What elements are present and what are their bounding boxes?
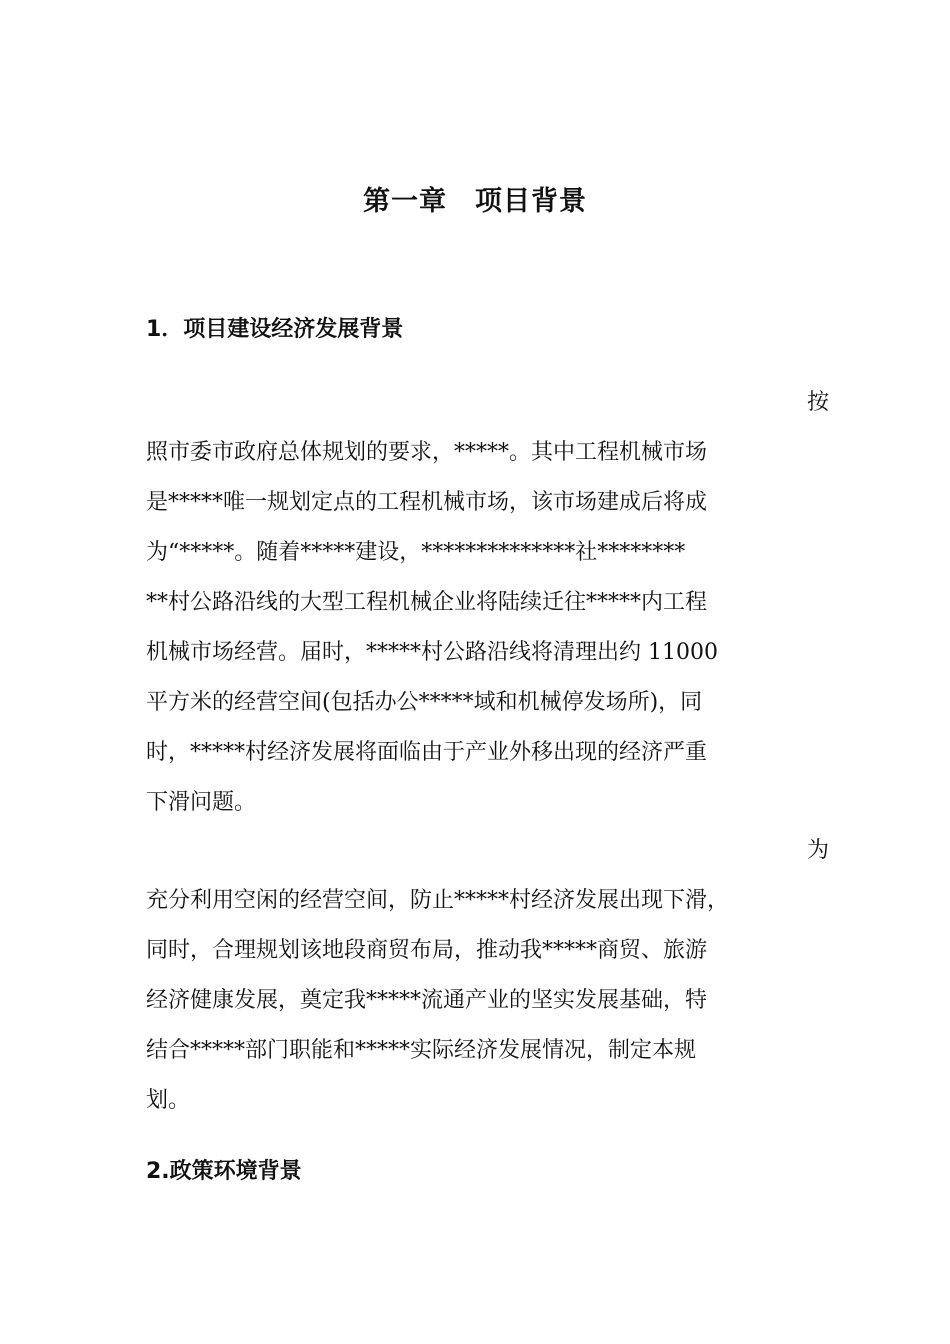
- paragraph-1-line-6: 平方米的经营空间(包括办公*****域和机械停发场所)，同: [146, 690, 703, 715]
- paragraph-1-line-4: **村公路沿线的大型工程机械企业将陆续迁往*****内工程: [146, 590, 708, 615]
- section-heading-2: 2.政策环境背景: [146, 1159, 302, 1184]
- paragraph-2-line-3: 经济健康发展，奠定我*****流通产业的坚实发展基础，特: [146, 988, 708, 1013]
- paragraph-1-line-5: 机械市场经营。届时，*****村公路沿线将清理出约 11000: [146, 640, 718, 665]
- paragraph-1-lead-char: 按: [806, 390, 829, 415]
- section-heading-1: 1．项目建设经济发展背景: [146, 317, 404, 342]
- paragraph-1-line-7: 时，*****村经济发展将面临由于产业外移出现的经济严重: [146, 740, 708, 765]
- paragraph-1-line-8: 下滑问题。: [146, 790, 257, 815]
- paragraph-2-line-5: 划。: [146, 1088, 191, 1113]
- paragraph-1-line-1: 照市委市政府总体规划的要求，*****。其中工程机械市场: [146, 440, 708, 465]
- chapter-title: 第一章 项目背景: [363, 186, 587, 217]
- paragraph-1-line-2: 是*****唯一规划定点的工程机械市场，该市场建成后将成: [146, 490, 708, 515]
- paragraph-1-line-3: 为“*****。随着*****建设，**************社********: [146, 540, 686, 565]
- paragraph-2-line-1: 充分利用空闲的经营空间，防止*****村经济发展出现下滑，: [146, 888, 730, 913]
- paragraph-2-line-2: 同时，合理规划该地段商贸布局，推动我*****商贸、旅游: [146, 938, 708, 963]
- paragraph-2-lead-char: 为: [806, 838, 829, 863]
- paragraph-2-line-4: 结合*****部门职能和*****实际经济发展情况，制定本规: [146, 1038, 697, 1063]
